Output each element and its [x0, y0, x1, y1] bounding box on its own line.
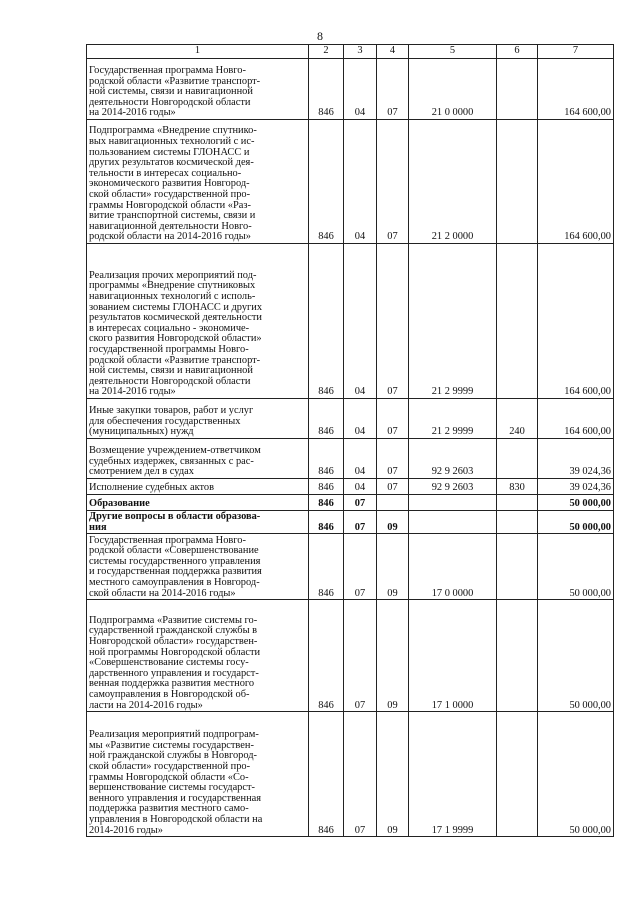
code-cell: 846	[309, 495, 344, 511]
item-name: Подпрограмма «Внедрение спутнико- вых навигационных технологий с ис- пользованием системы ГЛОНАСС и других результатов космической дея- тельности в интересах социально- экономического развития Новгород- ской области» государственной про- граммы Новгородской области «Раз- витие транспортной системы, связи и навигационной деятельности Новго- родской области на 2014-2016 годы»	[89, 125, 257, 243]
code-cell: 17 1 0000	[409, 600, 497, 712]
item-name-cell	[87, 244, 309, 399]
code-cell	[497, 59, 538, 120]
code-cell	[497, 600, 538, 712]
item-name: Подпрограмма «Развитие системы го- сударственной гражданской службы в Новгородской области» государствен- ной программы Новгородской области «Совершенствование системы госу- дарственного управления и государст- венная поддержка развития местного самоуправления в Новгородской об- ласти на 2014-2016 годы»	[89, 614, 261, 711]
code-cell: 17 0 0000	[409, 534, 497, 600]
item-name: Реализация мероприятий подпрограм- мы «Развитие системы государствен- ной гражданской службы в Новгород- ской области» государственной про- граммы Новгородской области «Со- вершенствование системы государст- венного управления и государственная поддержка развития местного само- управления в Новгородской области на 2014-2016 годы»	[89, 729, 263, 836]
code-cell: 92 9 2603	[409, 479, 497, 495]
code-cell	[497, 511, 538, 534]
item-name: Другие вопросы в области образова- ния	[89, 511, 261, 533]
table-row	[87, 439, 614, 479]
code-cell	[377, 495, 409, 511]
code-cell	[497, 712, 538, 837]
item-name-cell	[87, 511, 309, 534]
code-cell: 07	[344, 495, 377, 511]
code-cell	[497, 495, 538, 511]
code-cell: 04	[344, 120, 377, 244]
amount-cell: 50 000,00	[538, 600, 614, 712]
item-name: Иные закупки товаров, работ и услуг для обеспечения государственных (муниципальных) нужд	[89, 405, 254, 438]
table-row	[87, 534, 614, 600]
code-cell: 04	[344, 479, 377, 495]
code-cell: 07	[377, 120, 409, 244]
code-cell: 09	[377, 600, 409, 712]
table-row	[87, 712, 614, 837]
code-cell: 21 2 9999	[409, 399, 497, 439]
amount-cell: 39 024,36	[538, 479, 614, 495]
column-header: 2	[309, 45, 344, 59]
table-row	[87, 59, 614, 120]
code-cell: 04	[344, 244, 377, 399]
code-cell	[497, 439, 538, 479]
item-name: Возмещение учреждением-ответчиком судебных издержек, связанных с рас- смотрением дел в судах	[89, 445, 261, 478]
code-cell: 09	[377, 712, 409, 837]
code-cell: 92 9 2603	[409, 439, 497, 479]
table-row	[87, 495, 614, 511]
code-cell: 846	[309, 511, 344, 534]
amount-cell: 164 600,00	[538, 120, 614, 244]
code-cell: 846	[309, 479, 344, 495]
code-cell: 21 2 0000	[409, 120, 497, 244]
item-name-cell	[87, 59, 309, 120]
code-cell: 846	[309, 244, 344, 399]
code-cell: 07	[344, 534, 377, 600]
item-name-cell	[87, 600, 309, 712]
code-cell: 07	[377, 439, 409, 479]
amount-cell: 50 000,00	[538, 511, 614, 534]
code-cell	[497, 120, 538, 244]
column-header: 7	[538, 45, 614, 59]
amount-cell: 164 600,00	[538, 399, 614, 439]
item-name-cell	[87, 439, 309, 479]
code-cell	[409, 511, 497, 534]
column-header: 4	[377, 45, 409, 59]
column-header: 6	[497, 45, 538, 59]
amount-cell: 39 024,36	[538, 439, 614, 479]
code-cell: 21 0 0000	[409, 59, 497, 120]
code-cell: 07	[344, 600, 377, 712]
amount-cell: 164 600,00	[538, 59, 614, 120]
code-cell	[409, 495, 497, 511]
column-header: 1	[87, 45, 309, 59]
item-name-cell	[87, 534, 309, 600]
code-cell: 240	[497, 399, 538, 439]
code-cell: 846	[309, 439, 344, 479]
code-cell: 21 2 9999	[409, 244, 497, 399]
code-cell: 04	[344, 439, 377, 479]
item-name: Исполнение судебных актов	[89, 482, 214, 494]
table-row	[87, 120, 614, 244]
code-cell: 830	[497, 479, 538, 495]
code-cell: 07	[377, 399, 409, 439]
code-cell: 09	[377, 534, 409, 600]
item-name: Реализация прочих мероприятий под- программы «Внедрение спутниковых навигационных технологий с исполь- зованием системы ГЛОНАСС и других результатов космической деятельности в интересах социально - экономиче- ского развития Новгородской области» государственной программы Новго- родской области «Развитие транспорт- ной системы, связи и навигационной деятельности Новгородской области на 2014-2016 годы»	[89, 269, 263, 398]
code-cell: 846	[309, 712, 344, 837]
code-cell: 07	[377, 244, 409, 399]
column-header: 5	[409, 45, 497, 59]
code-cell: 17 1 9999	[409, 712, 497, 837]
code-cell	[497, 244, 538, 399]
table-row	[87, 399, 614, 439]
code-cell: 846	[309, 120, 344, 244]
code-cell: 07	[344, 511, 377, 534]
item-name-cell	[87, 479, 309, 495]
code-cell: 07	[377, 479, 409, 495]
item-name-cell	[87, 120, 309, 244]
item-name: Образование	[89, 498, 150, 510]
code-cell: 846	[309, 534, 344, 600]
code-cell	[497, 534, 538, 600]
code-cell: 04	[344, 59, 377, 120]
table-row	[87, 479, 614, 495]
item-name-cell	[87, 712, 309, 837]
code-cell: 04	[344, 399, 377, 439]
page-number: 8	[317, 29, 323, 43]
amount-cell: 50 000,00	[538, 712, 614, 837]
code-cell: 846	[309, 600, 344, 712]
table-row	[87, 244, 614, 399]
amount-cell: 50 000,00	[538, 534, 614, 600]
item-name: Государственная программа Новго- родской области «Совершенствование системы государственного управления и государственная поддержка развития местного самоуправления в Новгород- ской области на 2014-2016 годы»	[89, 534, 262, 599]
code-cell: 07	[344, 712, 377, 837]
amount-cell: 164 600,00	[538, 244, 614, 399]
column-header: 3	[344, 45, 377, 59]
item-name-cell	[87, 495, 309, 511]
budget-table	[86, 44, 614, 837]
amount-cell: 50 000,00	[538, 495, 614, 511]
code-cell: 09	[377, 511, 409, 534]
item-name-cell	[87, 399, 309, 439]
code-cell: 07	[377, 59, 409, 120]
code-cell: 846	[309, 59, 344, 120]
code-cell: 846	[309, 399, 344, 439]
table-row	[87, 511, 614, 534]
header-row	[87, 45, 614, 59]
table-body	[87, 59, 614, 837]
table-row	[87, 600, 614, 712]
item-name: Государственная программа Новго- родской области «Развитие транспорт- ной системы, связи и навигационной деятельности Новгородской области на 2014-2016 годы»	[89, 65, 261, 119]
